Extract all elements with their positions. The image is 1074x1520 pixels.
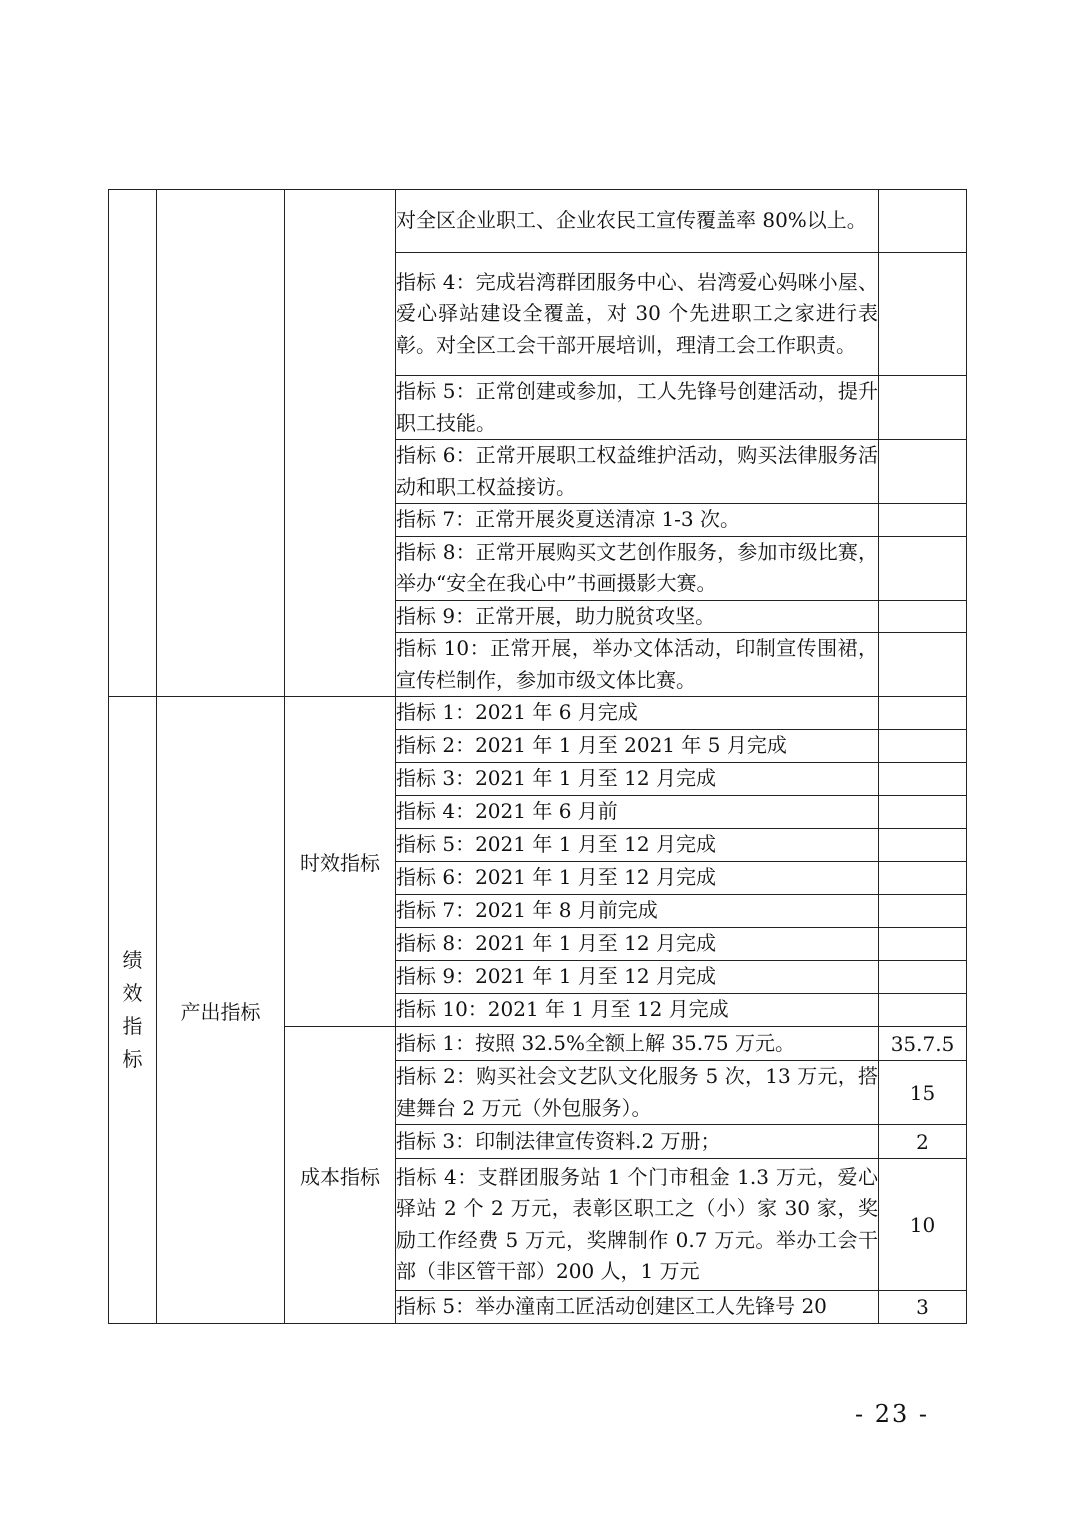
cost-value: 3: [879, 1291, 967, 1324]
value-cell: [879, 600, 967, 633]
timeliness-label-cell: [285, 697, 396, 1027]
cost-text: 指标 1：按照 32.5%全额上解 35.75 万元。: [396, 1027, 879, 1061]
value-cell: [879, 190, 967, 253]
value-cell: [879, 253, 967, 376]
value-cell: [879, 796, 967, 829]
empty-cell: [157, 190, 285, 697]
timeliness-text: 指标 5：2021 年 1 月至 12 月完成: [396, 829, 879, 862]
table-row: [109, 697, 967, 730]
cost-value: 35.7.5: [879, 1027, 967, 1061]
timeliness-label: 时效指标: [300, 851, 380, 875]
value-cell: [879, 895, 967, 928]
cost-label-cell: [285, 1027, 396, 1324]
indicator-text: 指标 8：正常开展购买文艺创作服务，参加市级比赛，举办“安全在我心中”书画摄影大赛。: [396, 536, 879, 600]
value-cell: [879, 730, 967, 763]
indicator-text: 对全区企业职工、企业农民工宣传覆盖率 80%以上。: [396, 190, 879, 253]
cost-text: 指标 2：购买社会文艺队文化服务 5 次，13 万元，搭建舞台 2 万元（外包服务）。: [396, 1061, 879, 1125]
value-cell: [879, 763, 967, 796]
cost-value: 2: [879, 1125, 967, 1159]
indicator-text: 指标 5：正常创建或参加，工人先锋号创建活动，提升职工技能。: [396, 376, 879, 440]
category-l2-label: 产出指标: [180, 999, 261, 1024]
timeliness-text: 指标 1：2021 年 6 月完成: [396, 697, 879, 730]
indicator-text: 指标 10：正常开展，举办文体活动，印制宣传围裙，宣传栏制作，参加市级文体比赛。: [396, 633, 879, 697]
cost-value: 10: [879, 1159, 967, 1291]
timeliness-text: 指标 7：2021 年 8 月前完成: [396, 895, 879, 928]
indicator-text: 指标 4：完成岩湾群团服务中心、岩湾爱心妈咪小屋、爱心驿站建设全覆盖，对 30 个先进职工之家进行表彰。对全区工会干部开展培训，理清工会工作职责。: [396, 253, 879, 376]
empty-cell: [285, 190, 396, 697]
category-l1-cell: [109, 697, 157, 1324]
timeliness-text: 指标 10：2021 年 1 月至 12 月完成: [396, 994, 879, 1027]
value-cell: [879, 536, 967, 600]
empty-cell: [109, 190, 157, 697]
value-cell: [879, 862, 967, 895]
cost-text: 指标 5：举办潼南工匠活动创建区工人先锋号 20: [396, 1291, 879, 1324]
category-l1-label: 绩效指标: [122, 948, 143, 1071]
value-cell: [879, 697, 967, 730]
timeliness-text: 指标 3：2021 年 1 月至 12 月完成: [396, 763, 879, 796]
value-cell: [879, 376, 967, 440]
timeliness-text: 指标 6：2021 年 1 月至 12 月完成: [396, 862, 879, 895]
cost-label: 成本指标: [300, 1164, 380, 1189]
value-cell: [879, 633, 967, 697]
cost-value: 15: [879, 1061, 967, 1125]
value-cell: [879, 440, 967, 504]
value-cell: [879, 504, 967, 537]
table-row: [109, 190, 967, 253]
value-cell: [879, 829, 967, 862]
indicator-text: 指标 7：正常开展炎夏送清凉 1-3 次。: [396, 504, 879, 537]
value-cell: [879, 928, 967, 961]
timeliness-text: 指标 2：2021 年 1 月至 2021 年 5 月完成: [396, 730, 879, 763]
timeliness-text: 指标 4：2021 年 6 月前: [396, 796, 879, 829]
cost-text: 指标 3：印制法律宣传资料.2 万册；: [396, 1125, 879, 1159]
category-l2-cell: [157, 697, 285, 1324]
value-cell: [879, 961, 967, 994]
value-cell: [879, 994, 967, 1027]
timeliness-text: 指标 9：2021 年 1 月至 12 月完成: [396, 961, 879, 994]
page-number: - 23 -: [855, 1400, 930, 1428]
timeliness-text: 指标 8：2021 年 1 月至 12 月完成: [396, 928, 879, 961]
indicator-text: 指标 9：正常开展，助力脱贫攻坚。: [396, 600, 879, 633]
cost-text: 指标 4：支群团服务站 1 个门市租金 1.3 万元，爱心驿站 2 个 2 万元，表彰区职工之（小）家 30 家，奖励工作经费 5 万元，奖牌制作 0.7 万元。举办工会干部（非区管干部）200 人，1 万元: [396, 1159, 879, 1291]
indicator-text: 指标 6：正常开展职工权益维护活动，购买法律服务活动和职工权益接访。: [396, 440, 879, 504]
performance-indicator-table: [108, 189, 967, 1324]
